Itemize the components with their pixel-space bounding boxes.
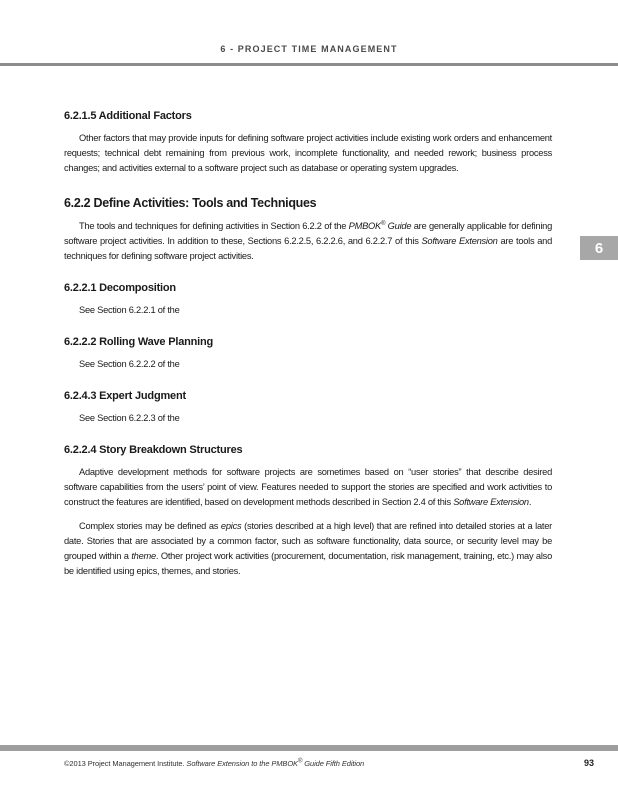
chapter-tab xyxy=(580,236,618,260)
footer-copyright: ©2013 Project Management Institute. Software Extension to the PMBOK® Guide Fifth Edition xyxy=(64,758,365,768)
paragraph-additional-factors: Other factors that may provide inputs for defining software project activities include existing work orders and enhancement requests; technical debt remaining from previous work, incomplete functionality, and needed rework; business process changes; and activities external to a software project such as database or operating system upgrades. xyxy=(64,133,552,173)
paragraph-rolling-wave: See Section 6.2.2.2 of the xyxy=(79,359,180,369)
section-heading-6-2-1-5: 6.2.1.5 Additional Factors xyxy=(64,110,192,122)
paragraph-decomposition: See Section 6.2.2.1 of the xyxy=(79,305,180,315)
section-heading-6-2-4-3: 6.2.4.3 Expert Judgment xyxy=(64,390,186,402)
section-heading-6-2-2-4: 6.2.2.4 Story Breakdown Structures xyxy=(64,444,243,456)
paragraph-story-breakdown-2: Complex stories may be defined as epics (stories described at a high level) that are refined into detailed stories at a later date. Stories that are associated by a common factor, such as software functionality, data source, or security level may be grouped within a theme. Other project work activities (procurement, documentation, risk management, training, etc.) may also be identified using epics, themes, and stories. xyxy=(64,521,552,576)
section-heading-6-2-2-2: 6.2.2.2 Rolling Wave Planning xyxy=(64,336,214,348)
paragraph-expert-judgment: See Section 6.2.2.3 of the xyxy=(79,413,180,423)
footer-rule xyxy=(0,745,618,751)
paragraph-story-breakdown-1: Adaptive development methods for software projects are sometimes based on “user stories” that describe desired software capabilities from the users’ point of view. Features needed to support the stories are specified and work activities to construct the features are identified, based on development methods described in Section 2.4 of this Software Extension. xyxy=(64,467,552,507)
header-rule xyxy=(0,63,618,66)
page-body xyxy=(64,110,552,579)
paragraph-tools-techniques: The tools and techniques for defining activities in Section 6.2.2 of the PMBOK® Guide are generally applicable for defining software project activities. In addition to these, Sections 6.2.2.5, 6.2.2.6, and 6.2.2.7 of this Software Extension are tools and techniques for defining software project activities. xyxy=(64,220,552,261)
section-heading-6-2-2: 6.2.2 Define Activities: Tools and Techniques xyxy=(64,196,317,210)
chapter-tab-label: 6 xyxy=(594,239,604,257)
running-header: 6 - PROJECT TIME MANAGEMENT xyxy=(220,44,398,54)
section-heading-6-2-2-1: 6.2.2.1 Decomposition xyxy=(64,282,176,294)
page-number: 93 xyxy=(584,758,595,768)
